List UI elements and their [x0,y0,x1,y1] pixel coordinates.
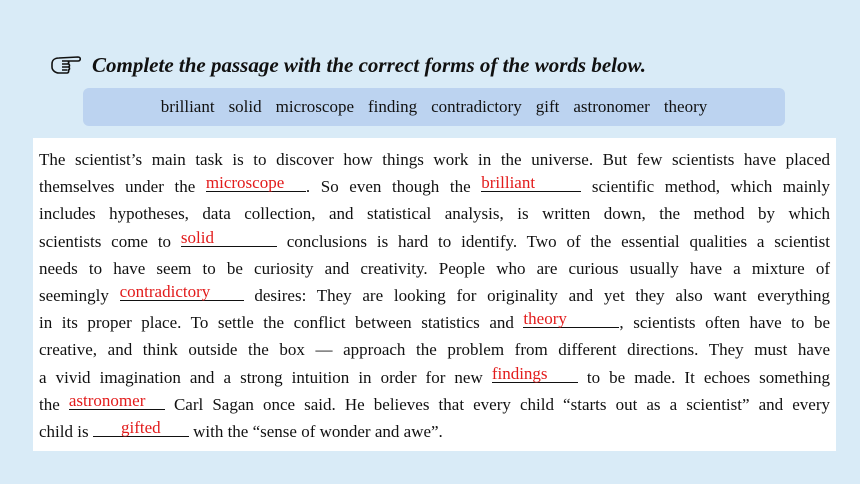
word-bank [83,88,785,126]
passage-text: desires: They are looking for originality and yet they also want everything [254,286,831,306]
passage-line [39,336,830,363]
passage-line [39,364,830,391]
passage-text: child is [39,422,89,442]
answer-text: microscope [205,173,285,193]
answer-text: astronomer [68,390,146,410]
passage-text: The scientist’s main task is to discover how things work in the universe. But few scientists have placed [39,150,830,169]
answer-blank[interactable] [491,363,578,383]
answer-blank[interactable] [93,420,189,437]
answer-text: contradictory [119,282,211,302]
passage-text: includes hypotheses, data collection, and statistical analysis, is written down, the method by which [39,204,830,224]
passage-text: a vivid imagination and a strong intuition in order for new [39,367,483,387]
answer-blank[interactable] [481,175,581,192]
passage-text: themselves under the [39,177,196,197]
heading-text: Complete the passage with the correct forms of the words below. [92,52,646,77]
word-bank-item: solid [228,97,262,116]
passage-line [39,255,830,282]
answer-text: findings [491,363,548,383]
passage-text: creative, and think outside the box — approach the problem from different directions. They must have [39,340,830,360]
instruction-heading [50,52,646,78]
passage-line [39,391,830,418]
passage-text: in its proper place. To settle the conflict between statistics and [39,313,514,333]
passage-line [39,173,830,200]
passage-text: needs to have seem to be curiosity and creativity. People who are curious usually have a mixture of [39,258,830,278]
passage-text: . So even though the [305,177,471,197]
passage-text: scientists come to [39,231,172,251]
passage-line [39,309,830,336]
word-bank-item: gift [535,97,560,116]
word-bank-item: microscope [275,97,354,116]
word-bank-item: finding [367,97,418,116]
passage-line [39,228,830,255]
passage-line [39,146,830,173]
answer-blank[interactable] [68,390,165,410]
word-bank-item: theory [663,97,708,116]
word-bank-item: contradictory [431,97,522,116]
passage-text: scientific method, which mainly [591,177,831,197]
passage-line [39,282,830,309]
answer-blank[interactable] [180,227,277,247]
answer-text: solid [180,227,214,247]
word-bank-item: brilliant [160,97,215,116]
passage-line [39,200,830,227]
passage-text: with the “sense of wonder and awe”. [193,422,443,442]
passage-text: to be made. It echoes something [586,367,830,387]
answer-text: gifted [121,418,161,438]
answer-blank[interactable] [206,175,306,192]
answer-blank[interactable] [523,311,619,328]
answer-text: theory [523,309,567,329]
answer-blank[interactable] [120,284,244,301]
passage-text: , scientists often have to be [619,313,830,333]
passage-line [39,418,830,445]
passage-text: Carl Sagan once said. He believes that every child “starts out as a scientist” and every [173,394,831,414]
passage [33,138,836,451]
word-bank-item: astronomer [573,97,650,116]
answer-text: brilliant [481,173,536,193]
passage-text: conclusions is hard to identify. Two of the essential qualities a scientist [286,231,830,251]
pointing-hand-icon [50,52,84,78]
passage-text: the [39,394,60,414]
passage-text: seemingly [39,286,109,306]
